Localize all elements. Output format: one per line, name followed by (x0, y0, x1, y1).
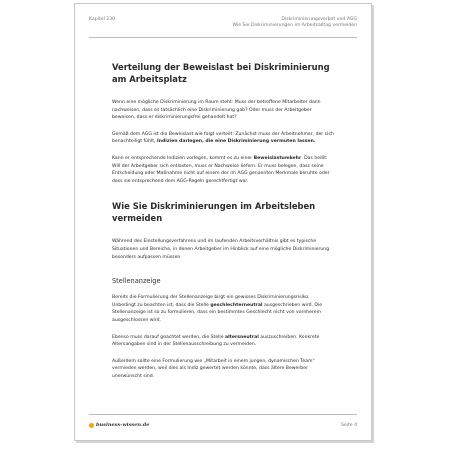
document-page (74, 3, 372, 441)
paragraph-geschlechterneutral (112, 294, 334, 324)
running-header-subtitle: Wie Sie Diskriminierungen im Arbeitsalltag vermeiden (232, 23, 357, 28)
bold-text-altersneutral: altersneutral (225, 334, 259, 340)
bold-text-indizien: Indizien darlegen, die eine Diskriminierung vermuten lassen. (156, 139, 316, 145)
paragraph-formulierung: Außerdem sollte eine Formulierung wie „Mitarbeit in einem jungen, dynamischen Team“ vermieden werden, weil dies als Indiz gewertet werden könnte, dass ältere Bewerber unerwünscht sind. (112, 358, 315, 379)
text-run: ausgeschrieben wird. Die Stellenanzeige ist so zu formulieren, dass ein bestimmtes Geschlecht nicht von vornherein ausgeschlossen wird. (112, 302, 323, 323)
text-run: Kann er entsprechende Indizien vorlegen, kommt es zu einer (112, 155, 254, 161)
paragraph-agg-beweislast (112, 131, 334, 146)
running-header (232, 17, 357, 29)
text-run: Ebenso muss darauf geachtet werden, die Stelle (112, 334, 225, 340)
section-heading-beweislast: Verteilung der Beweislast bei Diskriminierung am Arbeitsplatz (112, 62, 330, 84)
text-run: . Das heißt: Will der Arbeitgeber sich entlasten, muss er Nachweise liefern. Er muss belegen, dass seine Entscheidung oder Maßnahme nicht auf einem der im AGG genannten Merkmale beruhte oder dass sie entsprechend dem AGG-Regeln gerechtfertigt war. (112, 155, 330, 184)
subsection-heading-stellenanzeige: Stellenanzeige (112, 277, 161, 286)
logo-dot-icon (89, 423, 94, 428)
section-heading-vermeiden: Wie Sie Diskriminierungen im Arbeitsleben vermeiden (112, 201, 316, 223)
logo-text: business-wissen.de (96, 422, 150, 428)
bold-text-geschlechterneutral: geschlechterneutral (210, 302, 263, 308)
chapter-label: Kapitel 230 (89, 17, 116, 22)
running-header-title: Diskriminierungsverbot und AGG (281, 17, 357, 22)
footer-logo (89, 422, 149, 428)
paragraph-intro: Wenn eine mögliche Diskriminierung im Raum steht: Muss der betroffene Mitarbeiter dann nachweisen, dass es tatsächlich eine Diskriminierung gab? Oder muss der Arbeitgeber beweisen, dass er diskriminierungsfrei gehandelt hat? (112, 100, 321, 121)
paragraph-altersneutral (112, 334, 334, 349)
text-run: Gemäß dem AGG ist die Beweislast wie folgt verteilt: Zunächst muss der Arbeitnehmer, der sich benachteiligt fühlt, (112, 131, 334, 145)
paragraph-beweislastumkehr (112, 155, 334, 185)
page-content (112, 62, 334, 380)
bold-text-beweislastumkehr: Beweislastumkehr (253, 155, 302, 161)
text-run: auszuschreiben. Konkrete Altersangaben sind in der Stellenausschreibung zu vermeiden. (112, 334, 320, 348)
footer-divider (89, 414, 357, 415)
text-run: Bereits die Formulierung der Stellenanzeige birgt ein gewisses Diskriminierungsrisiko. Unbedingt zu beachten ist, dass die Stelle (112, 295, 310, 308)
header-divider (89, 37, 357, 38)
page-number: Seite 4 (340, 423, 357, 428)
paragraph-situationen: Während des Einstellungsverfahrens und im laufenden Arbeitsverhältnis gibt es typische Situationen und Bereiche, in denen Arbeitgeber im Hinblick auf eine mögliche Diskriminierung besonders aufpassen müssen. (112, 239, 330, 260)
